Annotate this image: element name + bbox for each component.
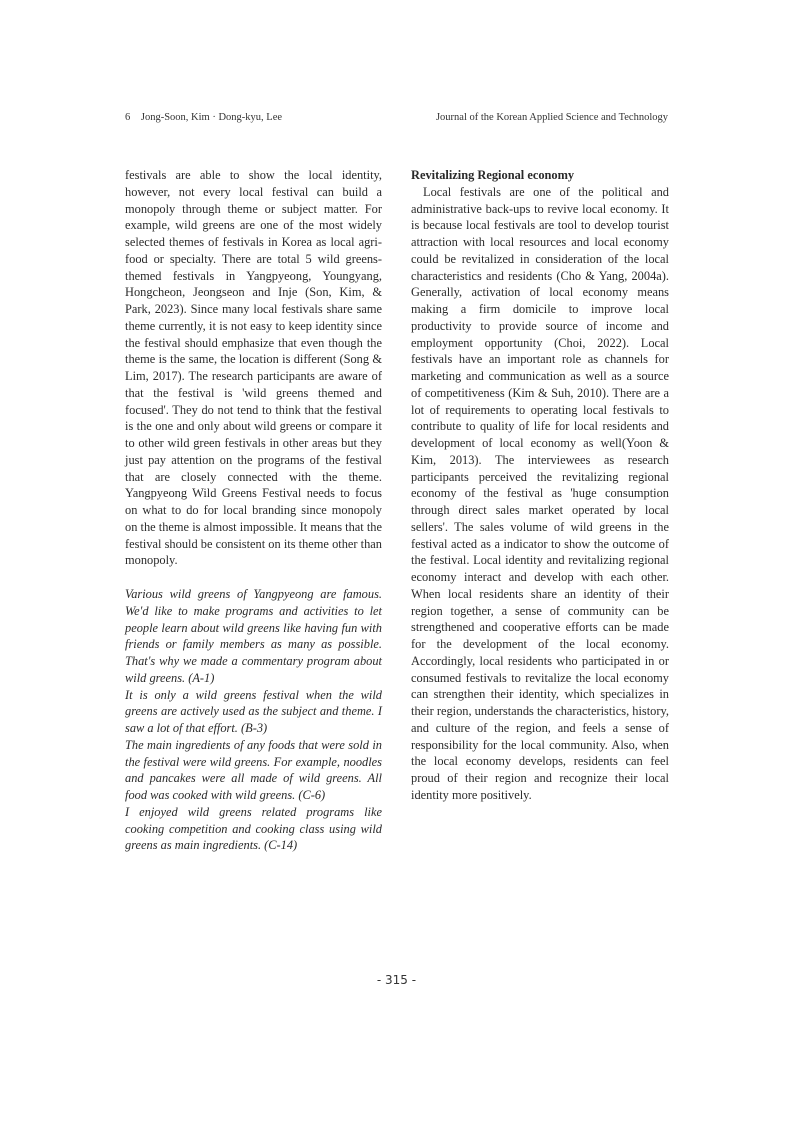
- body-paragraph: festivals are able to show the local identity, however, not every local festival can build a monopoly through theme or subject matter. For example, wild greens are one of the most widely selected themes of festivals in Korea as local agri-food or specialty. There are total 5 wild greens-themed festivals in Yangpyeong, Youngyang, Hongcheon, Jeongseon and Inje (Son, Kim, & Park, 2023). Since many local festivals share same theme currently, it is not easy to keep identity since the festival should emphasize that even though the theme is the same, the location is different (Song & Lim, 2017). The research participants are aware of that the festival is 'wild greens themed and focused'. They do not tend to think that the festival is the one and only about wild greens or compare it to other wild green festivals in other areas but they just pay attention on the programs of the festival that are closely connected with the theme. Yangpyeong Wild Greens Festival needs to focus on what to do for local branding since monopoly on the theme is almost impossible. It means that the festival should be consistent on its theme other than monopoly.: [125, 168, 382, 568]
- header-left: [125, 112, 282, 123]
- quote-c6: The main ingredients of any foods that were sold in the festival were wild greens. For example, noodles and pancakes were all made of wild greens. All food was cooked with wild greens. (C-6): [125, 737, 382, 802]
- page-number-footer: - 315 -: [376, 973, 417, 987]
- quote-a1: Various wild greens of Yangpyeong are famous. We'd like to make programs and activities to let people learn about wild greens like having fun with friends or family members as many as possible. That's why we made a commentary program about wild greens. (A-1): [125, 587, 382, 685]
- left-column: [125, 167, 382, 854]
- body-paragraph: Local festivals are one of the political and administrative back-ups to revive local economy. It is because local festivals are tool to develop tourist attraction with local resources and local economy could be revitalized in consideration of the local characteristics and residents (Cho & Yang, 2004a). Generally, activation of local economy means making a firm domicile to improve local productivity to provide source of income and employment opportunity (Choi, 2022). Local festivals have an important role as channels for marketing and communication as well as a source of competitiveness (Kim & Suh, 2010). There are a lot of requirements to operating local festivals to contribute to quality of life for local residents and development of local economy as well(Yoon & Kim, 2013). The interviewees as research participants perceived the revitalizing regional economy of the festival as 'huge consumption through direct sales market operated by local sellers'. The sales volume of wild greens in the festival acted as a indicator to show the outcome of the festival. Local identity and revitalizing regional economy interact and develop with each other. When local residents share an identity of their region together, a sense of community can be strengthened and cooperative efforts can be made for the development of the local economy. Accordingly, local residents who participated in or consumed festivals to revitalize the local economy can strengthen their identity, which specializes in their region, understands the characteristics, history, and culture of the region, and feels a sense of responsibility for the local community. Also, when the local economy develops, residents can feel proud of their region and recognize their local identity more positively.: [411, 184, 669, 802]
- section-heading: Revitalizing Regional economy: [411, 168, 575, 182]
- quote-b3: It is only a wild greens festival when the wild greens are actively used as the subject and theme. I saw a lot of that effort. (B-3): [125, 687, 382, 735]
- header-page-number: 6: [125, 112, 131, 123]
- header-journal: Journal of the Korean Applied Science and Technology: [435, 112, 668, 123]
- header-authors: Jong-Soon, Kim · Dong-kyu, Lee: [140, 112, 283, 123]
- right-column: [411, 167, 669, 804]
- quote-c14: I enjoyed wild greens related programs like cooking competition and cooking class using wild greens as main ingredients. (C-14): [125, 804, 382, 853]
- interview-quotes: [125, 586, 382, 854]
